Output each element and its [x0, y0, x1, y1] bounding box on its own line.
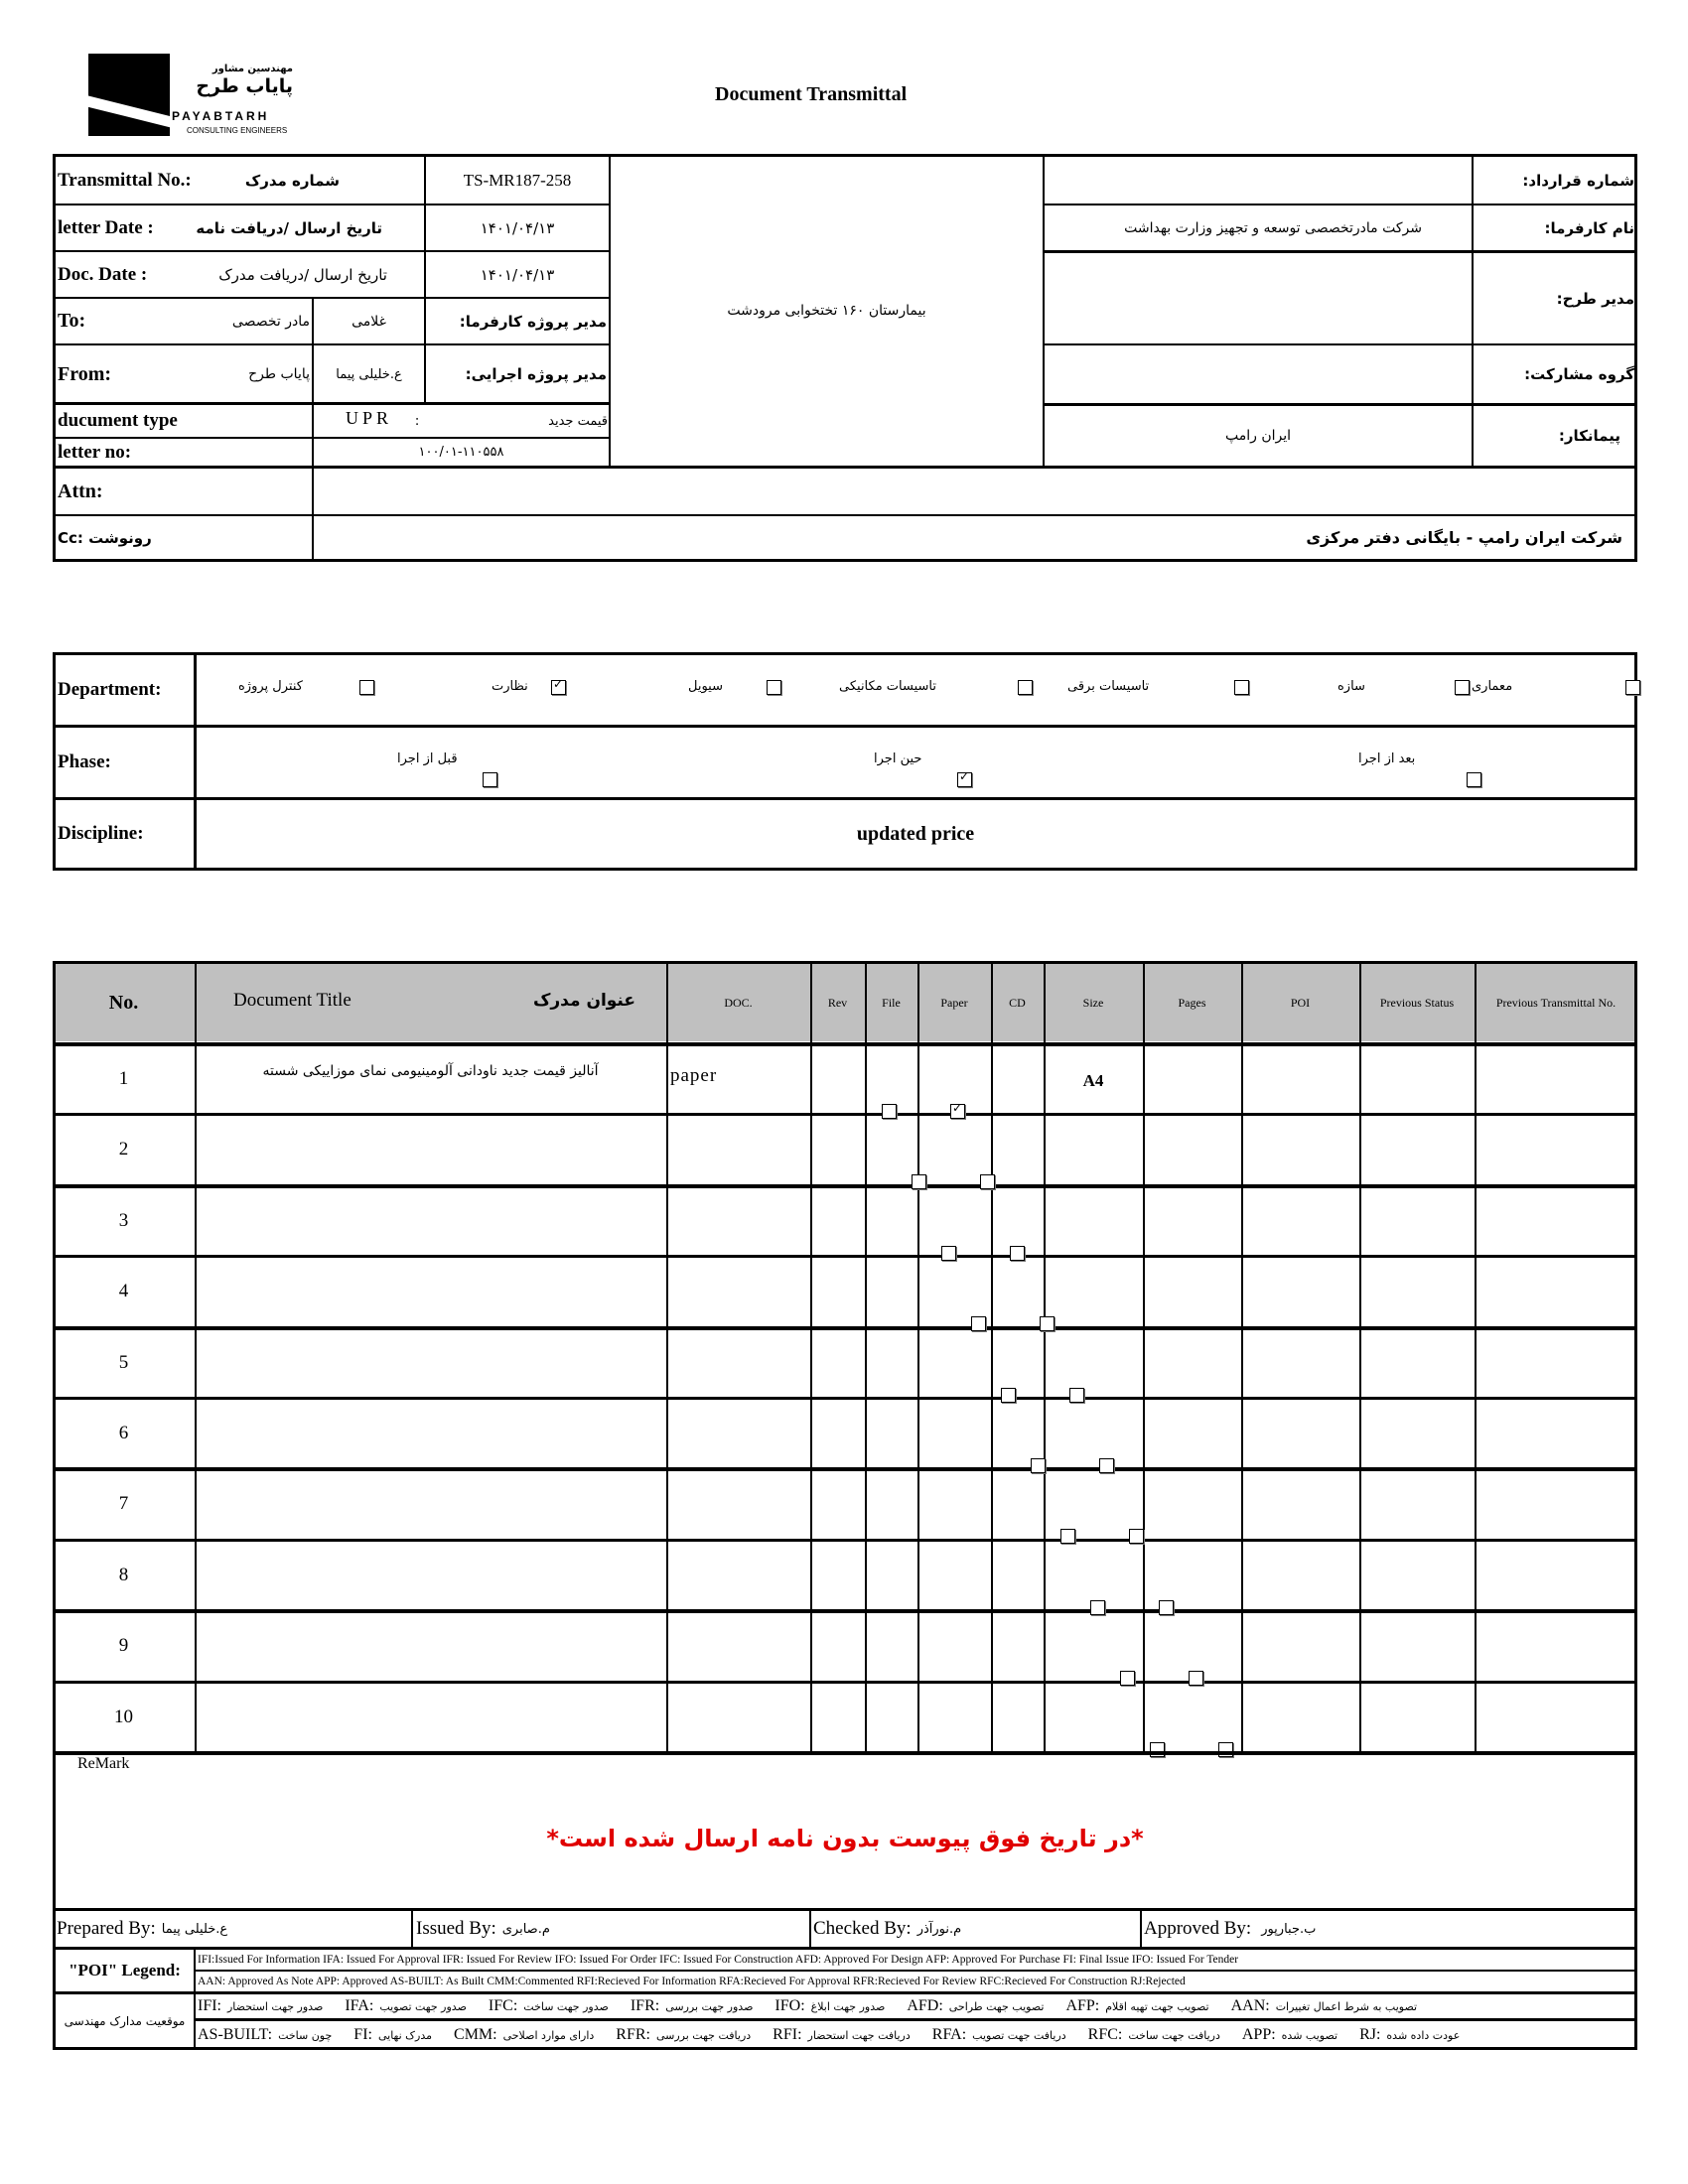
project-manager-label: مدیر طرح: [1556, 289, 1634, 308]
row-previous-status[interactable] [1359, 1329, 1475, 1396]
checked-by-label: Checked By: [813, 1918, 912, 1939]
row-previous-status[interactable] [1359, 1470, 1475, 1537]
row-doc[interactable] [666, 1258, 810, 1324]
remark-label: ReMark [77, 1755, 130, 1772]
status-description: عودت داده شده [1386, 2028, 1461, 2042]
row-poi[interactable] [1241, 1684, 1359, 1750]
transmittal-no-value[interactable]: TS-MR187-258 [463, 170, 572, 190]
letter-no-value[interactable]: ۱۰۰/۰۱-۱۱۰۵۵۸ [418, 445, 504, 460]
row-pages[interactable] [1143, 1400, 1241, 1466]
department-option-label: سیویل [688, 679, 723, 694]
row-doc[interactable] [666, 1470, 810, 1537]
row-doc[interactable] [666, 1329, 810, 1396]
doc-type-separator: : [415, 412, 420, 429]
doc-date-value[interactable]: ۱۴۰۱/۰۴/۱۳ [480, 265, 555, 284]
column-header-no: No. [108, 992, 139, 1014]
status-description: دریافت جهت ساخت [1128, 2028, 1220, 2042]
row-poi[interactable] [1241, 1187, 1359, 1254]
from-label: From: [58, 362, 112, 385]
department-option-label: نظارت [492, 679, 528, 694]
row-size[interactable] [1044, 1470, 1143, 1537]
row-pages[interactable] [1143, 1612, 1241, 1679]
doc-type-fa: قیمت جدید [548, 413, 608, 429]
status-code: IFR: [630, 1997, 660, 2014]
row-previous-transmittal[interactable] [1475, 1542, 1637, 1608]
cc-value[interactable]: شرکت ایران رامپ - بایگانی دفتر مرکزی [1306, 528, 1622, 547]
row-poi[interactable] [1241, 1329, 1359, 1396]
row-previous-transmittal[interactable] [1475, 1470, 1637, 1537]
column-header-title-fa: عنوان مدرک [532, 991, 635, 1011]
partnership-value[interactable] [1045, 345, 1472, 403]
checked-by [813, 1911, 1139, 1947]
row-poi[interactable] [1241, 1470, 1359, 1537]
row-title[interactable] [195, 1116, 666, 1182]
row-number: 7 [118, 1492, 129, 1514]
status-legend-item [932, 2026, 1066, 2044]
status-code: FI: [353, 2025, 372, 2043]
status-description: صدور جهت استحضار [227, 2000, 324, 2013]
status-description: دریافت جهت استحضار [807, 2028, 911, 2042]
row-previous-transmittal[interactable] [1475, 1187, 1637, 1254]
row-number: 3 [118, 1209, 129, 1231]
contract-no-label: شماره قرارداد: [1522, 171, 1634, 190]
status-code: IFO: [774, 1997, 805, 2014]
row-pages[interactable] [1143, 1684, 1241, 1750]
phase-label: Phase: [58, 751, 111, 772]
doc-date-label-fa: تاریخ ارسال /دریافت مدرک [218, 265, 387, 284]
row-previous-transmittal[interactable] [1475, 1116, 1637, 1182]
phase-checkbox[interactable] [957, 772, 972, 787]
prepared-by-label: Prepared By: [57, 1918, 156, 1939]
row-number: 1 [118, 1067, 129, 1089]
row-previous-status[interactable] [1359, 1045, 1475, 1112]
attn-label: Attn: [58, 479, 103, 502]
department-checkbox[interactable] [767, 680, 781, 695]
exec-pm-label: مدیر پروژه اجرایی: [465, 365, 607, 383]
poi-legend-line-1: IFI:Issued For Information IFA: Issued For Approval IFR: Issued For Review IFO: Issued For Order IFC: Issued For Construction AFD: Approved For Design AFP: Approved For Purchase FI: Final Issue IFO: Issued For Tender [198, 1954, 1239, 1966]
row-number: 4 [118, 1280, 129, 1301]
client-value[interactable]: شرکت مادرتخصصی توسعه و تجهیز وزارت بهداشت [1124, 219, 1422, 236]
status-description: تصویب جهت طراحی [948, 2000, 1045, 2013]
row-cd[interactable] [991, 1612, 1044, 1679]
row-previous-status[interactable] [1359, 1542, 1475, 1608]
project-manager-value[interactable] [1045, 253, 1472, 343]
row-doc[interactable] [666, 1612, 810, 1679]
row-poi[interactable] [1241, 1400, 1359, 1466]
row-doc[interactable] [666, 1116, 810, 1182]
column-header-poi: POI [1290, 996, 1311, 1010]
row-doc[interactable] [666, 1187, 810, 1254]
approved-by-label: Approved By: [1144, 1918, 1252, 1939]
status-legend-item [454, 2026, 594, 2044]
status-legend-item [773, 2026, 911, 2044]
status-description: تصویب جهت تهیه اقلام [1105, 2000, 1209, 2013]
status-legend-label: موقعیت مدارک مهندسی [64, 2014, 186, 2028]
row-poi[interactable] [1241, 1612, 1359, 1679]
phase-checkbox[interactable] [1467, 772, 1481, 787]
row-rev[interactable] [810, 1187, 865, 1254]
row-size[interactable] [1044, 1542, 1143, 1608]
row-pages[interactable] [1143, 1187, 1241, 1254]
row-previous-transmittal[interactable] [1475, 1612, 1637, 1679]
status-description: دارای موارد اصلاحی [502, 2028, 595, 2042]
row-previous-transmittal[interactable] [1475, 1684, 1637, 1750]
letter-date-label-fa: تاریخ ارسال /دریافت نامه [196, 218, 382, 237]
status-description: صدور جهت تصویب [379, 2000, 467, 2013]
attn-value[interactable] [314, 469, 1632, 514]
doc-date-label-en: Doc. Date : [58, 263, 148, 285]
phase-option-label: قبل از اجرا [397, 751, 458, 766]
department-checkbox[interactable] [1018, 680, 1033, 695]
logo-fa-subtitle: مهندسین مشاور [211, 64, 293, 74]
transmittal-no-label-en: Transmittal No.: [58, 169, 192, 191]
status-legend-item [907, 1997, 1044, 2015]
row-previous-status[interactable] [1359, 1258, 1475, 1324]
status-legend-item [1065, 1997, 1208, 2015]
row-number: 5 [118, 1351, 129, 1373]
status-legend-item [1231, 1997, 1417, 2015]
logo-en-subtitle: CONSULTING ENGINEERS [187, 126, 288, 135]
column-header-prev-status: Previous Status [1379, 996, 1455, 1010]
row-doc[interactable] [666, 1684, 810, 1750]
remark-text[interactable]: *در تاریخ فوق پیوست بدون نامه ارسال شده است* [546, 1825, 1144, 1852]
row-size[interactable]: A4 [1082, 1070, 1104, 1090]
status-legend-item [774, 1997, 885, 2015]
row-poi[interactable] [1241, 1258, 1359, 1324]
status-code: CMM: [454, 2025, 497, 2043]
department-checkbox[interactable] [1234, 680, 1249, 695]
row-pages[interactable] [1143, 1258, 1241, 1324]
status-legend-line-1 [198, 1994, 1633, 2018]
column-header-rev: Rev [827, 996, 848, 1010]
row-poi[interactable] [1241, 1542, 1359, 1608]
row-cd[interactable] [991, 1329, 1044, 1396]
status-code: AS-BUILT: [198, 2025, 273, 2043]
row-previous-status[interactable] [1359, 1187, 1475, 1254]
row-size[interactable] [1044, 1400, 1143, 1466]
column-header-pages: Pages [1178, 996, 1206, 1010]
column-header-title-en: Document Title [233, 990, 352, 1011]
approved-by-value[interactable]: ب.جبارپور [1261, 1921, 1317, 1937]
status-description: دریافت جهت بررسی [655, 2028, 752, 2042]
letter-date-value[interactable]: ۱۴۰۱/۰۴/۱۳ [480, 218, 555, 237]
project-name: بیمارستان ۱۶۰ تختخوابی مرودشت [727, 303, 926, 319]
row-number: 10 [114, 1706, 133, 1727]
department-option-label: معماری [1472, 679, 1513, 694]
client-pm-label: مدیر پروژه کارفرما: [459, 312, 607, 331]
department-checkbox[interactable] [359, 680, 374, 695]
status-legend-item [198, 2026, 332, 2044]
status-legend-item [198, 1997, 323, 2015]
row-title[interactable]: آنالیز قیمت جدید ناودانی آلومینیومی نمای موزاییکی شسته [262, 1063, 599, 1079]
department-option-label: تاسیسات مکانیکی [839, 679, 936, 694]
row-pages[interactable] [1143, 1045, 1241, 1112]
phase-checkbox[interactable] [483, 772, 497, 787]
row-poi[interactable] [1241, 1116, 1359, 1182]
status-legend-item [489, 1997, 609, 2015]
row-size[interactable] [1044, 1258, 1143, 1324]
column-header-size: Size [1082, 996, 1104, 1010]
status-code: RJ: [1359, 2025, 1381, 2043]
column-header-file: File [882, 996, 901, 1010]
row-rev[interactable] [810, 1329, 865, 1396]
row-previous-transmittal[interactable] [1475, 1400, 1637, 1466]
approved-by [1144, 1911, 1634, 1947]
status-code: RFI: [773, 2025, 802, 2043]
row-rev[interactable] [810, 1612, 865, 1679]
row-title[interactable] [195, 1258, 666, 1324]
row-previous-status[interactable] [1359, 1400, 1475, 1466]
row-title[interactable] [195, 1329, 666, 1396]
row-rev[interactable] [810, 1470, 865, 1537]
row-number: 8 [118, 1564, 129, 1585]
client-label: نام کارفرما: [1544, 218, 1634, 237]
contractor-label: پیمانکار: [1558, 427, 1620, 445]
poi-legend-line-2: AAN: Approved As Note APP: Approved AS-BUILT: As Built CMM:Commented RFI:Recieved For Information RFA:Recieved For Approval RFR:Recieved For Review RFC:Recieved For Construction RJ:Rejected [198, 1976, 1186, 1987]
status-code: AFD: [907, 1997, 943, 2014]
status-legend-item [631, 1997, 754, 2015]
row-doc[interactable] [666, 1542, 810, 1608]
row-number: 9 [118, 1634, 129, 1656]
status-code: APP: [1241, 2025, 1276, 2043]
row-rev[interactable] [810, 1258, 865, 1324]
status-code: IFC: [488, 1997, 518, 2014]
row-doc[interactable] [666, 1400, 810, 1466]
column-header-paper: Paper [940, 996, 968, 1010]
row-number: 2 [118, 1138, 129, 1160]
status-description: صدور جهت ابلاغ [810, 2000, 886, 2013]
department-checkbox[interactable] [1625, 680, 1640, 695]
status-code: AAN: [1230, 1997, 1270, 2014]
cc-label-text: Cc: رونوشت [58, 528, 152, 547]
phase-option-label: بعد از اجرا [1358, 751, 1416, 766]
row-title[interactable] [195, 1612, 666, 1679]
row-previous-transmittal[interactable] [1475, 1258, 1637, 1324]
status-legend-item [353, 2026, 432, 2044]
row-size[interactable] [1044, 1187, 1143, 1254]
status-code: IFA: [345, 1997, 374, 2014]
row-previous-status[interactable] [1359, 1116, 1475, 1182]
logo-stripe [88, 93, 170, 130]
column-header-prev-transmittal: Previous Transmittal No. [1495, 996, 1617, 1010]
department-option-label: کنترل پروژه [238, 679, 303, 694]
prepared-by-value[interactable]: ع.خلیلی پیما [161, 1921, 228, 1937]
status-legend-line-2 [198, 2021, 1633, 2048]
row-title[interactable] [195, 1542, 666, 1608]
from-value[interactable]: پایاب طرح [248, 366, 310, 382]
contract-no-value[interactable] [1045, 157, 1472, 204]
row-poi[interactable] [1241, 1045, 1359, 1112]
poi-legend-label: "POI" Legend: [69, 1961, 181, 1979]
department-checkbox[interactable] [1455, 680, 1470, 695]
status-code: RFC: [1087, 2025, 1123, 2043]
doc-type-label: ducument type [58, 410, 178, 431]
status-legend-item [616, 2026, 751, 2044]
status-description: دریافت جهت تصویب [972, 2028, 1066, 2042]
department-checkbox[interactable] [551, 680, 566, 695]
cc-label [58, 516, 306, 559]
row-pages[interactable] [1143, 1329, 1241, 1396]
row-cd[interactable] [991, 1400, 1044, 1466]
issued-by [416, 1911, 807, 1947]
letter-no-label: letter no: [58, 441, 132, 463]
letter-date-label-en: letter Date : [58, 216, 154, 238]
status-description: تصویب به شرط اعمال تغییرات [1275, 2000, 1418, 2013]
to-value[interactable]: مادر تخصصی [231, 313, 310, 330]
row-cd[interactable] [991, 1684, 1044, 1750]
from-person[interactable]: ع.خلیلی پیما [336, 366, 402, 382]
department-option-label: تاسیسات برقی [1067, 679, 1150, 694]
logo-fa-name: پایاب طرح [196, 75, 293, 97]
discipline-value[interactable]: updated price [856, 822, 975, 845]
status-legend-item [1242, 2026, 1337, 2044]
row-rev[interactable] [810, 1684, 865, 1750]
row-previous-status[interactable] [1359, 1684, 1475, 1750]
row-cd[interactable] [991, 1045, 1044, 1112]
row-number: 6 [118, 1422, 129, 1443]
status-code: AFP: [1065, 1997, 1100, 2014]
row-previous-transmittal[interactable] [1475, 1329, 1637, 1396]
row-pages[interactable] [1143, 1542, 1241, 1608]
row-size[interactable] [1044, 1684, 1143, 1750]
status-code: RFR: [616, 2025, 650, 2043]
column-header-cd: CD [1009, 996, 1026, 1010]
page-title: Document Transmittal [715, 83, 908, 105]
row-previous-transmittal[interactable] [1475, 1045, 1637, 1112]
row-cd[interactable] [991, 1470, 1044, 1537]
status-description: تصویب شده [1281, 2028, 1338, 2042]
status-legend-item [1088, 2026, 1220, 2044]
department-option-label: سازه [1337, 679, 1365, 694]
issued-by-label: Issued By: [416, 1918, 496, 1939]
row-cd[interactable] [991, 1542, 1044, 1608]
to-label: To: [58, 310, 86, 332]
row-cd[interactable] [991, 1258, 1044, 1324]
prepared-by [57, 1911, 409, 1947]
phase-option-label: حین اجرا [874, 751, 922, 766]
column-header-doc: DOC. [724, 996, 753, 1010]
logo-en-name: PAYABTARH [172, 109, 270, 123]
department-label: Department: [58, 679, 162, 700]
issued-by-value[interactable]: م.صابری [501, 1921, 550, 1937]
status-description: صدور جهت بررسی [665, 2000, 754, 2013]
row-size[interactable] [1044, 1329, 1143, 1396]
status-legend-item [345, 1997, 467, 2015]
status-description: صدور جهت ساخت [523, 2000, 609, 2013]
row-rev[interactable] [810, 1045, 865, 1112]
discipline-label: Discipline: [58, 823, 144, 844]
status-description: مدرک نهایی [377, 2028, 433, 2042]
to-person[interactable]: غلامی [352, 313, 386, 330]
row-title[interactable] [195, 1470, 666, 1537]
checked-by-value[interactable]: م.نورآذر [916, 1921, 962, 1937]
status-code: IFI: [198, 1997, 221, 2014]
row-doc[interactable]: paper [670, 1065, 718, 1086]
company-logo [88, 54, 170, 136]
row-pages[interactable] [1143, 1116, 1241, 1182]
row-size[interactable] [1044, 1612, 1143, 1679]
contractor-value[interactable]: ایران رامپ [1224, 428, 1292, 444]
row-cd[interactable] [991, 1116, 1044, 1182]
row-previous-status[interactable] [1359, 1612, 1475, 1679]
row-pages[interactable] [1143, 1470, 1241, 1537]
row-cd[interactable] [991, 1187, 1044, 1254]
row-rev[interactable] [810, 1542, 865, 1608]
row-title[interactable] [195, 1400, 666, 1466]
row-title[interactable] [195, 1684, 666, 1750]
status-legend-item [1359, 2026, 1460, 2044]
partnership-label: گروه مشارکت: [1524, 365, 1634, 383]
row-size[interactable] [1044, 1116, 1143, 1182]
transmittal-no-label-fa: شماره مدرک [244, 171, 340, 190]
status-code: RFA: [931, 2025, 967, 2043]
row-title[interactable] [195, 1187, 666, 1254]
status-description: چون ساخت [278, 2028, 333, 2042]
doc-type-code[interactable]: UPR [346, 407, 393, 428]
row-rev[interactable] [810, 1116, 865, 1182]
row-rev[interactable] [810, 1400, 865, 1466]
